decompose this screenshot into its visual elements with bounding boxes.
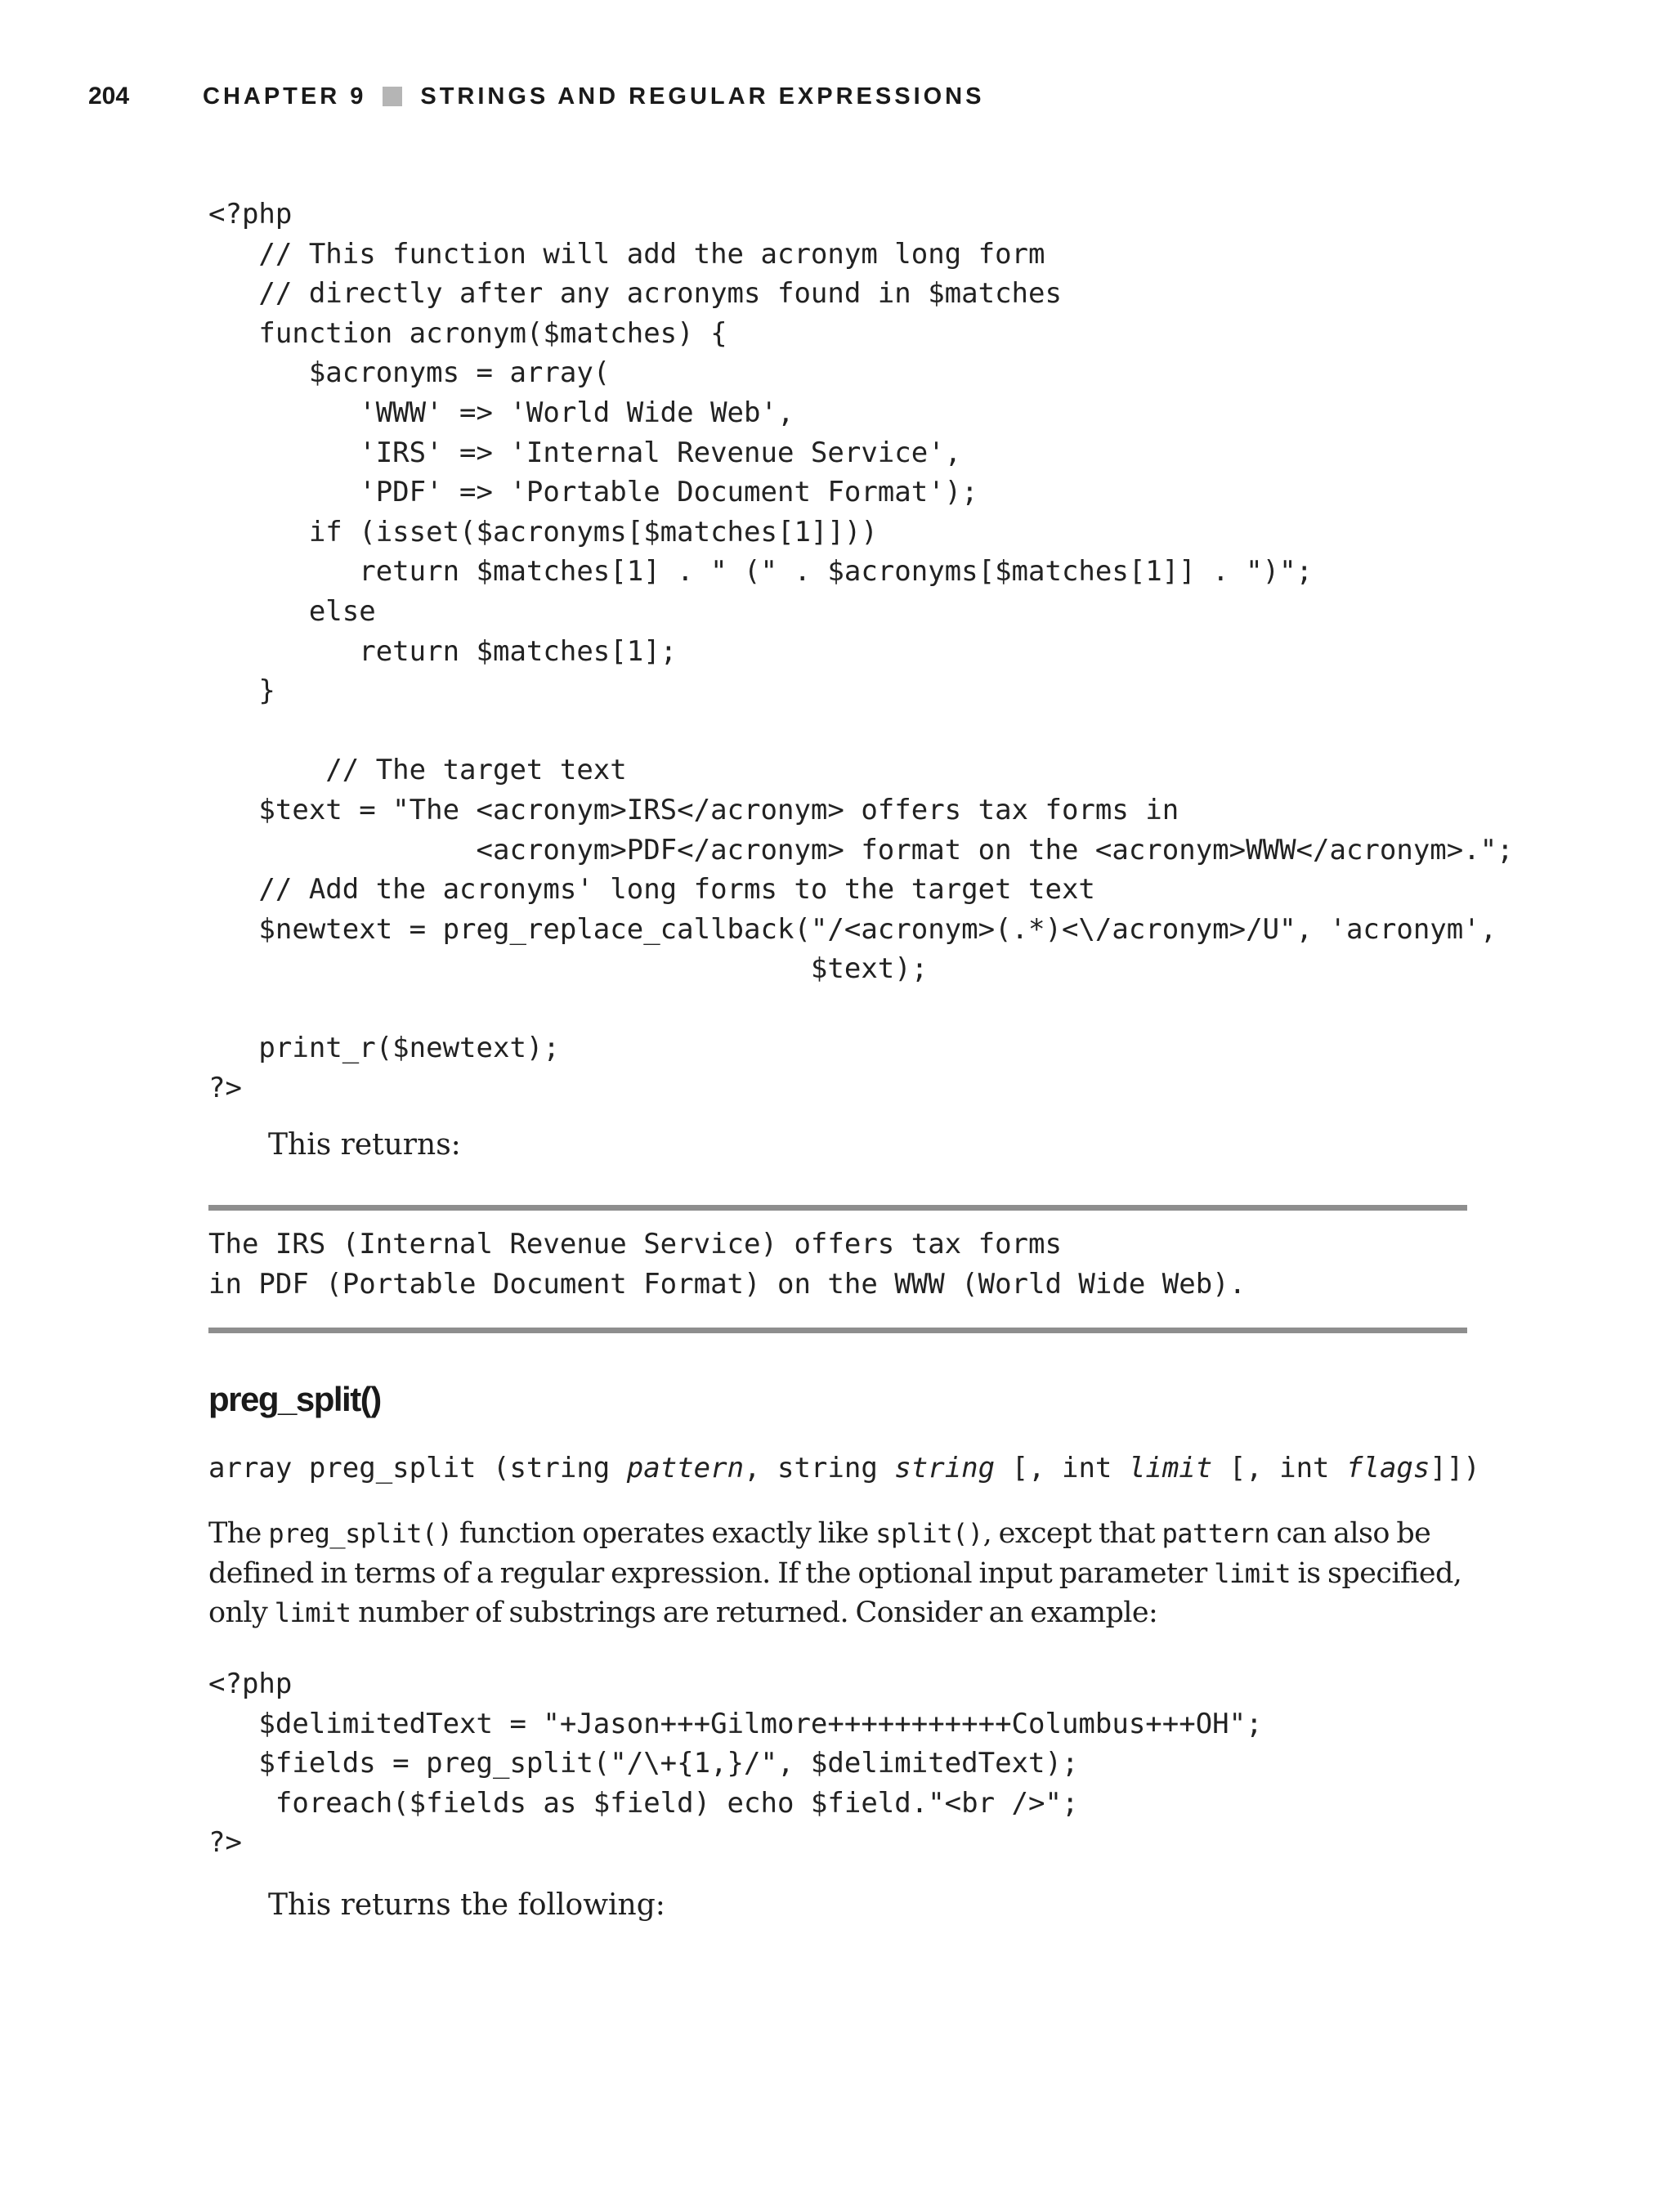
inline-code: limit [1214,1557,1291,1589]
function-signature [208,1449,1480,1488]
paragraph-text: number of substrings are returned. Consider an example: [351,1596,1158,1630]
code-listing-acronym: <?php // This function will add the acronym long form // directly after any acronyms found in $matches function acronym($matches) { $acronyms = array( 'WWW' => 'World Wide Web', 'IRS' => 'Internal Revenue Service', 'PDF' => 'Portable Document Format'); if (isset($acronyms[$matches[1]])) return $matches[1] . " (" . $acronyms[$matches[1]] . ")"; else return $matches[1]; } // The target text $text = "The <acronym>IRS</acronym> offers tax forms in <acronym>PDF</acronym> format on the <acronym>WWW</acronym>."; // Add the acronyms' long forms to the target text $newtext = preg_replace_callback("/<acronym>(.*)<\/acronym>/U", 'acronym', $text); print_r($newtext); ?> [208,198,1514,1105]
paragraph-text: can also be defined in terms of a regular expression. If the optional input parameter [208,1517,1431,1590]
paragraph-text: function operates exactly like [452,1517,876,1550]
inline-code: limit [274,1597,351,1629]
inline-code: preg_split() [268,1518,453,1549]
chapter-name: STRINGS AND REGULAR EXPRESSIONS [420,83,985,110]
chapter-label: CHAPTER 9 [203,83,367,110]
signature-param-limit: limit [1128,1452,1213,1484]
signature-text: [, int [1212,1452,1346,1484]
section-heading: preg_split() [208,1380,381,1418]
signature-param-flags: flags [1346,1452,1430,1484]
paragraph-text: , except that [982,1517,1162,1550]
code-listing-preg-split: <?php $delimitedText = "+Jason+++Gilmore+++++++++++Columbus+++OH"; $fields = preg_split("/\+{1,}/", $delimitedText); foreach($fields as $field) echo $field."<br />"; ?> [208,1668,1263,1860]
square-separator-icon [383,87,402,106]
inline-code: split() [875,1518,983,1549]
output-bottom-rule [208,1328,1467,1333]
output-top-rule [208,1205,1467,1211]
signature-param-string: string [894,1452,996,1484]
inline-code: pattern [1162,1518,1269,1549]
signature-text: array preg_split (string [208,1452,627,1484]
page-number: 204 [88,83,130,110]
output-listing: The IRS (Internal Revenue Service) offers tax forms in PDF (Portable Document Format) on the WWW (World Wide Web). [208,1228,1247,1301]
signature-text: ]]) [1430,1452,1480,1484]
returns-label: This returns: [268,1128,461,1162]
returns-label: This returns the following: [268,1888,665,1922]
running-header [88,78,984,114]
description-paragraph [208,1514,1467,1633]
signature-text: [, int [995,1452,1129,1484]
paragraph-text: The [208,1517,269,1550]
signature-text: , string [744,1452,895,1484]
chapter-title [203,83,984,110]
signature-param-pattern: pattern [626,1452,745,1484]
paragraph-text: is specified, only [208,1556,1462,1630]
